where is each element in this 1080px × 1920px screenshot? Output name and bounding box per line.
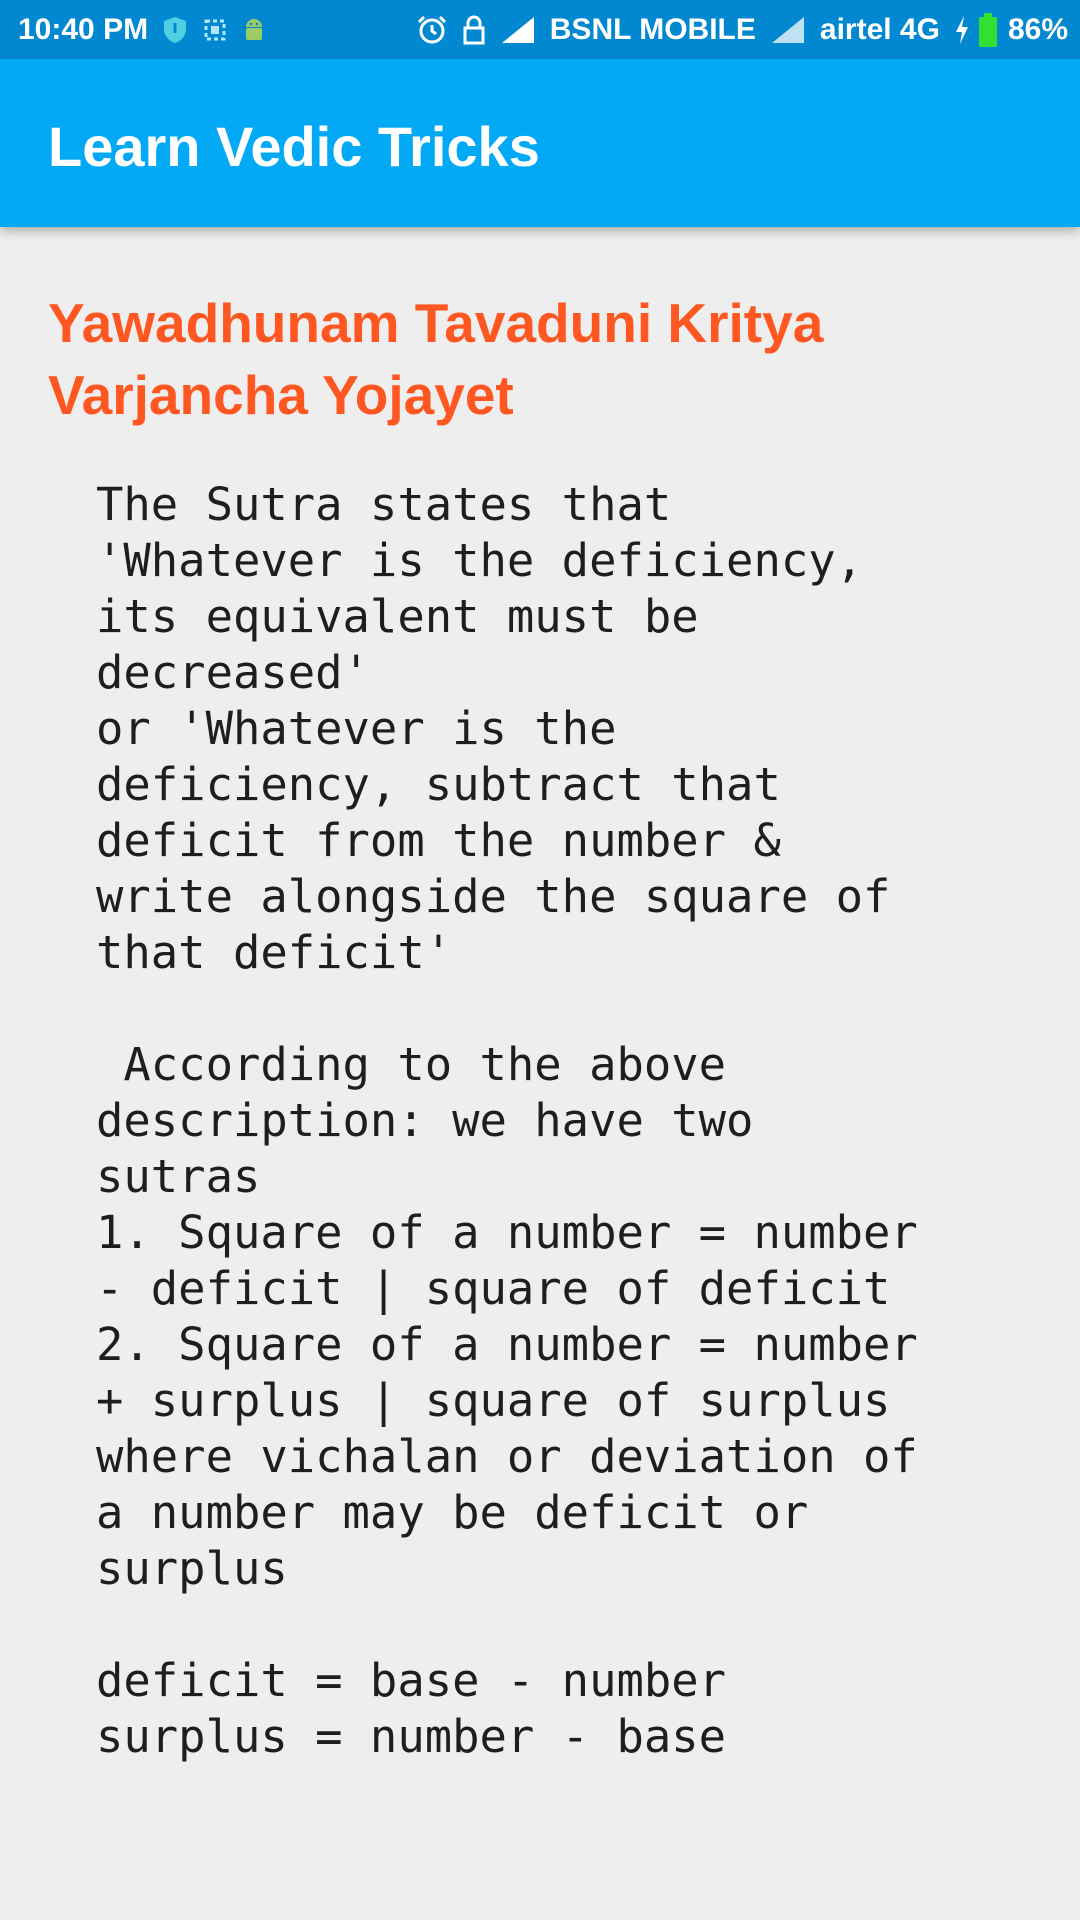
status-time: 10:40 PM	[18, 12, 149, 46]
app-bar	[0, 59, 1080, 227]
screenshot-icon	[202, 17, 228, 43]
alarm-icon	[416, 14, 448, 46]
signal-icon	[770, 15, 806, 45]
lock-icon	[462, 15, 486, 45]
status-bar-left	[18, 0, 266, 59]
battery-percent: 86%	[1007, 12, 1068, 46]
signal-icon	[500, 15, 536, 45]
battery-icon	[978, 13, 998, 47]
app-title: Learn Vedic Tricks	[48, 115, 540, 178]
charging-icon	[954, 15, 970, 45]
sutra-heading: Yawadhunam Tavaduni Kritya Varjancha Yojayet	[48, 292, 824, 426]
status-bar	[0, 0, 1080, 59]
carrier-2: airtel 4G	[819, 12, 940, 46]
android-icon	[242, 16, 266, 44]
status-bar-right	[402, 0, 1068, 59]
sutra-description: The Sutra states that 'Whatever is the deficiency, its equivalent must be decreased' or 'Whatever is the deficiency, subtract that deficit from the number & write alongside the square of that deficit' According to the above description: we have two sutras 1. Square of a number = number - deficit | square of deficit 2. Square of a number = number + surplus | square of surplus where vichalan or deviation of a number may be deficit or surplus deficit = base - number surplus = number - base	[96, 478, 918, 1763]
carrier-1: BSNL MOBILE	[549, 12, 756, 46]
shield-icon	[162, 16, 188, 44]
